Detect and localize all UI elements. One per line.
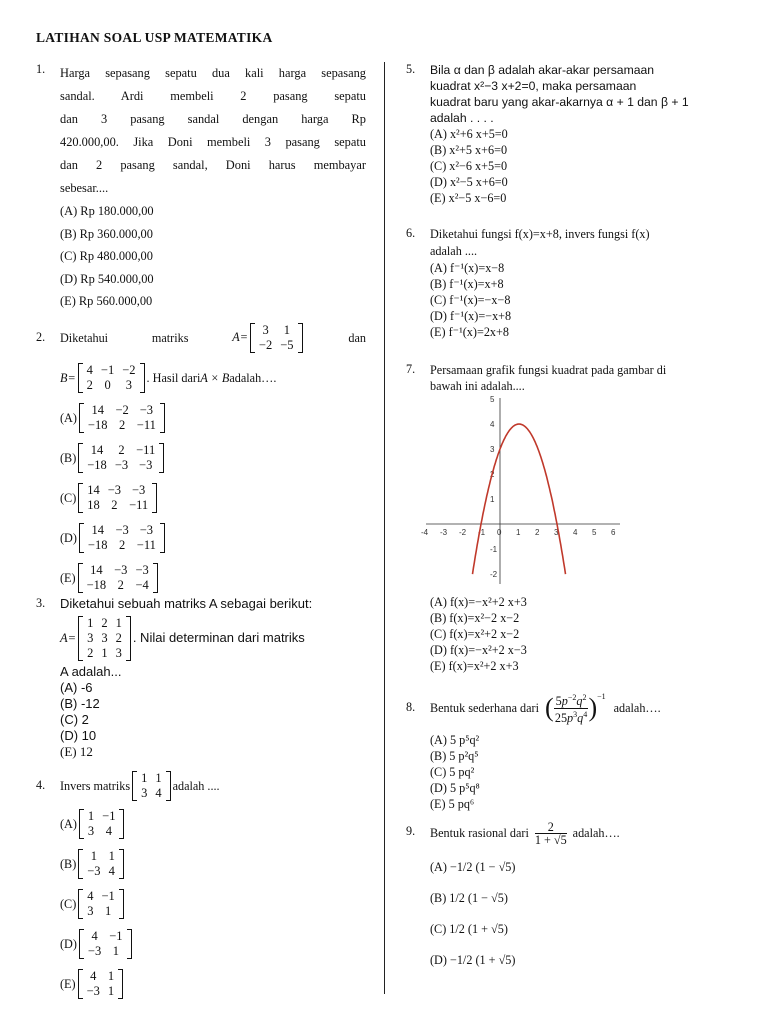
option-matrix — [78, 969, 124, 999]
matrix-cell: 14 — [90, 563, 103, 577]
matrix-cell: 14 — [90, 443, 104, 457]
matrix-cell: 1 — [115, 615, 122, 630]
y-tick-label: 2 — [490, 470, 495, 479]
fraction-numerator: 2 — [535, 821, 567, 834]
matrix-b — [78, 363, 145, 393]
question-7 — [406, 362, 736, 688]
question-text: adalah…. — [613, 700, 661, 715]
question-number: 1. — [36, 62, 46, 76]
answer-option[interactable]: (B) 1/2 (1 − √5) — [430, 891, 508, 905]
question-stem — [60, 612, 366, 664]
answer-option[interactable] — [60, 884, 366, 924]
question-number: 9. — [406, 824, 416, 838]
matrix-cell: 1 — [108, 849, 115, 863]
answer-option[interactable] — [60, 518, 366, 558]
matrix-cell: 4 — [90, 969, 97, 983]
matrix-cell: −3 — [87, 944, 102, 958]
question-text: A adalah... — [60, 664, 122, 679]
matrix-cell: −3 — [131, 483, 146, 497]
option-matrix — [78, 443, 164, 473]
question-number: 2. — [36, 330, 46, 344]
question-text: . Nilai determinan dari matriks — [132, 630, 305, 645]
question-text: Invers matriks — [60, 778, 131, 793]
question-text-line: dan 2 pasang sandal, Doni harus membayar — [60, 158, 366, 172]
matrix-cell: −3 — [114, 458, 129, 472]
matrix-cell: 2 — [115, 630, 122, 645]
answer-option[interactable]: (C) Rp 480.000,00 — [60, 249, 153, 263]
paren-left: ( — [544, 693, 554, 723]
answer-option[interactable]: (B) -12 — [60, 696, 100, 711]
matrix — [132, 771, 171, 801]
question-text-line: Diketahui fungsi f(x)=x+8, invers fungsi f(x) — [430, 227, 650, 241]
question-text: adalah…. — [572, 825, 620, 840]
y-tick-label: 5 — [490, 395, 495, 404]
matrix-cell: −3 — [139, 523, 153, 537]
matrix-cell: 1 — [112, 944, 120, 958]
answer-options — [60, 804, 366, 1004]
question-text-line: 420.000,00. Jika Doni membeli 3 pasang sepatu — [60, 135, 366, 149]
right-column — [406, 62, 736, 976]
answer-option[interactable]: (C) 5 pq² — [430, 765, 475, 779]
option-matrix — [79, 403, 165, 433]
matrix-cell: 1 — [101, 645, 108, 660]
option-label: (B) — [60, 856, 77, 871]
x-tick-label: 0 — [497, 528, 502, 537]
question-text-line: adalah . . . . — [430, 111, 494, 125]
answer-option[interactable] — [60, 924, 366, 964]
answer-option[interactable]: (A) f⁻¹(x)=x−8 — [430, 261, 505, 275]
x-tick-label: 2 — [535, 528, 540, 537]
matrix-a — [78, 616, 131, 661]
matrix-cell: 4 — [108, 864, 115, 878]
answer-option[interactable]: (C) f⁻¹(x)=−x−8 — [430, 293, 511, 307]
answer-option[interactable]: (B) f(x)=x²−2 x−2 — [430, 611, 520, 625]
option-label: (C) — [60, 896, 77, 911]
matrix-cell: −11 — [136, 538, 156, 552]
question-number: 4. — [36, 778, 46, 792]
matrix-cell: −2 — [122, 363, 136, 377]
question-text: Diketahui — [60, 330, 109, 345]
question-6 — [406, 226, 736, 362]
answer-option[interactable]: (C) 1/2 (1 + √5) — [430, 922, 508, 936]
left-column — [36, 62, 366, 1004]
option-label: (A) — [60, 816, 77, 831]
matrix-cell: −11 — [129, 498, 149, 512]
matrix-cell: 2 — [119, 538, 126, 552]
question-text: dan — [348, 330, 366, 345]
option-matrix — [79, 523, 165, 553]
x-tick-labels — [421, 528, 616, 537]
matrix-cell: 3 — [115, 645, 122, 660]
question-number: 8. — [406, 700, 416, 714]
answer-option[interactable]: (E) f(x)=x²+2 x+3 — [430, 659, 519, 673]
question-text-line: kuadrat baru yang akar-akarnya α + 1 dan β + 1 — [430, 95, 689, 109]
option-matrix — [79, 929, 132, 959]
answer-option[interactable]: (E) x²−5 x−6=0 — [430, 191, 507, 205]
question-stem — [60, 768, 366, 804]
answer-option[interactable]: (E) 5 pq⁶ — [430, 797, 475, 811]
matrix-cell: 3 — [87, 904, 94, 918]
paren-right: ) — [588, 693, 598, 723]
page-title: LATIHAN SOAL USP MATEMATIKA — [36, 30, 273, 45]
answer-options — [60, 398, 366, 598]
question-text: Bentuk rasional dari — [430, 825, 529, 840]
answer-option[interactable]: (C) 2 — [60, 712, 89, 727]
matrix-cell: −3 — [135, 563, 149, 577]
matrix-cell: −18 — [87, 418, 108, 432]
option-label: (B) — [60, 450, 77, 465]
matrix-cell: −1 — [100, 363, 115, 377]
option-label: (D) — [60, 936, 77, 951]
question-text: Diketahui sebuah matriks A sebagai berikut: — [60, 596, 313, 611]
question-number: 3. — [36, 596, 46, 610]
answer-option[interactable]: (B) 5 p²q⁵ — [430, 749, 479, 763]
option-label: (C) — [60, 490, 77, 505]
column-divider — [384, 62, 385, 994]
option-label: (E) — [60, 570, 76, 585]
matrix-cell: 3 — [125, 378, 133, 392]
question-3 — [36, 596, 366, 768]
answer-option[interactable]: (D) Rp 540.000,00 — [60, 271, 154, 286]
matrix-cell: 3 — [87, 630, 94, 645]
rational-fraction — [535, 821, 567, 846]
question-8 — [406, 688, 736, 816]
matrix-cell: −18 — [87, 538, 108, 552]
answer-option[interactable]: (A) −1/2 (1 − √5) — [430, 860, 516, 874]
question-1 — [36, 62, 366, 320]
x-tick-label: -1 — [478, 528, 486, 537]
matrix-cell: −3 — [139, 458, 153, 472]
option-label: (A) — [60, 410, 77, 425]
matrix-cell: 14 — [87, 483, 100, 497]
matrix-cell: 3 — [141, 786, 148, 800]
answer-option[interactable]: (D) −1/2 (1 + √5) — [430, 953, 516, 967]
question-text: adalah .... — [172, 778, 220, 793]
x-tick-label: -3 — [440, 528, 448, 537]
question-text: A × B — [200, 370, 230, 385]
matrix-cell: 2 — [118, 443, 125, 457]
question-text-line: Harga sepasang sepatu dua kali harga sepasang — [60, 66, 366, 80]
matrix-cell: −1 — [102, 809, 116, 823]
answer-option[interactable] — [60, 558, 366, 598]
matrix-cell: 1 — [107, 969, 115, 983]
matrix-cell: −3 — [87, 864, 101, 878]
answer-option[interactable]: (A) x²+6 x+5=0 — [430, 127, 508, 141]
matrix-cell: 2 — [101, 615, 108, 630]
matrix-cell: 1 — [105, 904, 112, 918]
option-label: (E) — [60, 976, 76, 991]
question-2 — [36, 320, 366, 596]
matrix-cell: 4 — [87, 889, 94, 903]
answer-option[interactable]: (D) 5 p⁵q⁸ — [430, 781, 480, 795]
answer-option[interactable] — [60, 804, 366, 844]
matrix-cell: 3 — [262, 323, 269, 337]
question-text-line: dan 3 pasang sandal dengan harga Rp — [60, 112, 366, 126]
matrix-label: B= — [60, 370, 76, 385]
x-tick-label: -4 — [421, 528, 429, 537]
answer-option[interactable]: (D) x²−5 x+6=0 — [430, 175, 508, 189]
question-text-line: kuadrat x²−3 x+2=0, maka persamaan — [430, 79, 637, 93]
question-text-line: sebesar.... — [60, 181, 109, 195]
fraction-denominator: 1 + √5 — [534, 832, 567, 847]
answer-option[interactable]: (E) Rp 560.000,00 — [60, 294, 153, 308]
question-text-line: Bila α dan β adalah akar-akar persamaan — [430, 63, 655, 77]
matrix-cell: −5 — [280, 338, 294, 352]
matrix-cell: 18 — [87, 498, 100, 512]
matrix-cell: 14 — [91, 403, 104, 417]
matrix-cell: −4 — [135, 578, 149, 592]
answer-option[interactable]: (D) f⁻¹(x)=−x+8 — [430, 309, 512, 323]
answer-option[interactable]: (A) f(x)=−x²+2 x+3 — [430, 595, 527, 609]
matrix-cell: 4 — [91, 929, 98, 943]
matrix-cell: 2 — [117, 578, 124, 592]
matrix-cell: 1 — [87, 809, 95, 823]
question-number: 5. — [406, 62, 416, 76]
question-4 — [36, 768, 366, 1004]
matrix-cell: 2 — [87, 645, 94, 660]
answer-option[interactable]: (E) 12 — [60, 744, 93, 759]
x-tick-label: -2 — [459, 528, 467, 537]
matrix-cell: −3 — [107, 483, 122, 497]
x-tick-label: 1 — [516, 528, 521, 537]
question-number: 6. — [406, 226, 416, 240]
matrix-cell: 1 — [155, 771, 162, 785]
matrix-cell: 3 — [101, 630, 108, 645]
answer-option[interactable] — [60, 964, 366, 1004]
y-tick-labels — [490, 395, 498, 579]
matrix-cell: −18 — [87, 458, 107, 472]
y-tick-label: 3 — [490, 445, 495, 454]
answer-option[interactable]: (A) Rp 180.000,00 — [60, 204, 154, 218]
answer-option[interactable] — [60, 438, 366, 478]
matrix-cell: 4 — [86, 363, 93, 377]
answer-option[interactable]: (D) f(x)=−x²+2 x−3 — [430, 643, 527, 657]
question-text: matriks — [151, 330, 189, 345]
matrix-cell: −3 — [139, 403, 153, 417]
question-text: Bentuk sederhana dari — [430, 700, 539, 715]
matrix-cell: 3 — [87, 824, 95, 838]
answer-option[interactable]: (C) x²−6 x+5=0 — [430, 159, 508, 173]
matrix-cell: −3 — [115, 523, 129, 537]
matrix-cell: 1 — [90, 849, 98, 863]
matrix-cell: 2 — [86, 378, 93, 392]
question-5 — [406, 62, 736, 226]
question-text-line: adalah .... — [430, 244, 478, 258]
y-tick-label: -2 — [490, 570, 498, 579]
y-tick-label: 4 — [490, 420, 495, 429]
parabola-graph — [421, 394, 624, 586]
question-text: . Hasil dari — [146, 370, 201, 385]
answer-option[interactable]: (B) f⁻¹(x)=x+8 — [430, 277, 504, 291]
x-tick-label: 4 — [573, 528, 578, 537]
matrix-cell: −2 — [258, 338, 273, 352]
matrix-cell: −18 — [86, 578, 107, 592]
matrix-cell: 2 — [119, 418, 126, 432]
matrix-cell: 1 — [107, 984, 115, 998]
matrix-cell: 14 — [91, 523, 104, 537]
answer-option[interactable] — [60, 478, 366, 518]
question-stem — [430, 816, 736, 850]
option-matrix — [78, 563, 158, 593]
matrix-cell: −1 — [109, 929, 123, 943]
matrix-cell: −11 — [136, 418, 156, 432]
option-matrix — [78, 889, 124, 919]
matrix-label: A= — [60, 631, 77, 645]
matrix-cell: 2 — [111, 498, 118, 512]
answer-option[interactable]: (A) -6 — [60, 680, 93, 695]
y-tick-label: -1 — [490, 545, 498, 554]
question-number: 7. — [406, 362, 416, 376]
option-matrix — [78, 483, 157, 513]
answer-option[interactable]: (C) f(x)=x²+2 x−2 — [430, 627, 520, 641]
question-text-line: sandal. Ardi membeli 2 pasang sepatu — [60, 89, 366, 103]
answer-option[interactable] — [60, 844, 366, 884]
question-text-line: bawah ini adalah.... — [430, 379, 525, 393]
matrix-cell: −3 — [114, 563, 128, 577]
answer-option[interactable] — [60, 398, 366, 438]
matrix-cell: −1 — [101, 889, 115, 903]
question-text-line: Persamaan grafik fungsi kuadrat pada gambar di — [430, 363, 667, 377]
option-matrix — [78, 849, 124, 879]
matrix-cell: 4 — [155, 786, 162, 800]
matrix-label: A= — [232, 329, 248, 344]
matrix-cell: 4 — [105, 824, 112, 838]
matrix-cell: −3 — [86, 984, 100, 998]
matrix-a — [250, 323, 303, 353]
parabola-curve — [473, 424, 566, 574]
matrix-cell: 0 — [104, 378, 111, 392]
question-9 — [406, 816, 736, 976]
question-stem: Bentuk sederhana dari ( $\frac{5p^{-2}q^2}{25p^3q^4}$ ) $^{-1}$ adalah…. — [430, 692, 661, 725]
question-text: adalah…. — [229, 370, 277, 385]
option-matrix — [79, 809, 125, 839]
answer-option[interactable]: (E) f⁻¹(x)=2x+8 — [430, 325, 509, 339]
question-stem — [60, 358, 366, 398]
matrix-cell: 1 — [87, 615, 94, 630]
matrix-cell: −11 — [136, 443, 156, 457]
answer-option[interactable]: (D) 10 — [60, 728, 97, 743]
answer-option[interactable]: (B) Rp 360.000,00 — [60, 226, 153, 241]
matrix-cell: 1 — [283, 323, 291, 337]
x-tick-label: 3 — [554, 528, 559, 537]
matrix-cell: −2 — [115, 403, 129, 417]
power-fraction: $\frac{5p^{-2}q^2}{25p^3q^4}$ — [554, 693, 588, 725]
question-stem — [60, 320, 366, 356]
x-tick-label: 6 — [611, 528, 616, 537]
answer-option[interactable]: (A) 5 p⁵q² — [430, 733, 480, 747]
matrix-cell: 1 — [141, 771, 148, 785]
answer-option[interactable]: (B) x²+5 x+6=0 — [430, 143, 508, 157]
x-tick-label: 5 — [592, 528, 597, 537]
option-label: (D) — [60, 530, 77, 545]
y-tick-label: 1 — [490, 495, 495, 504]
